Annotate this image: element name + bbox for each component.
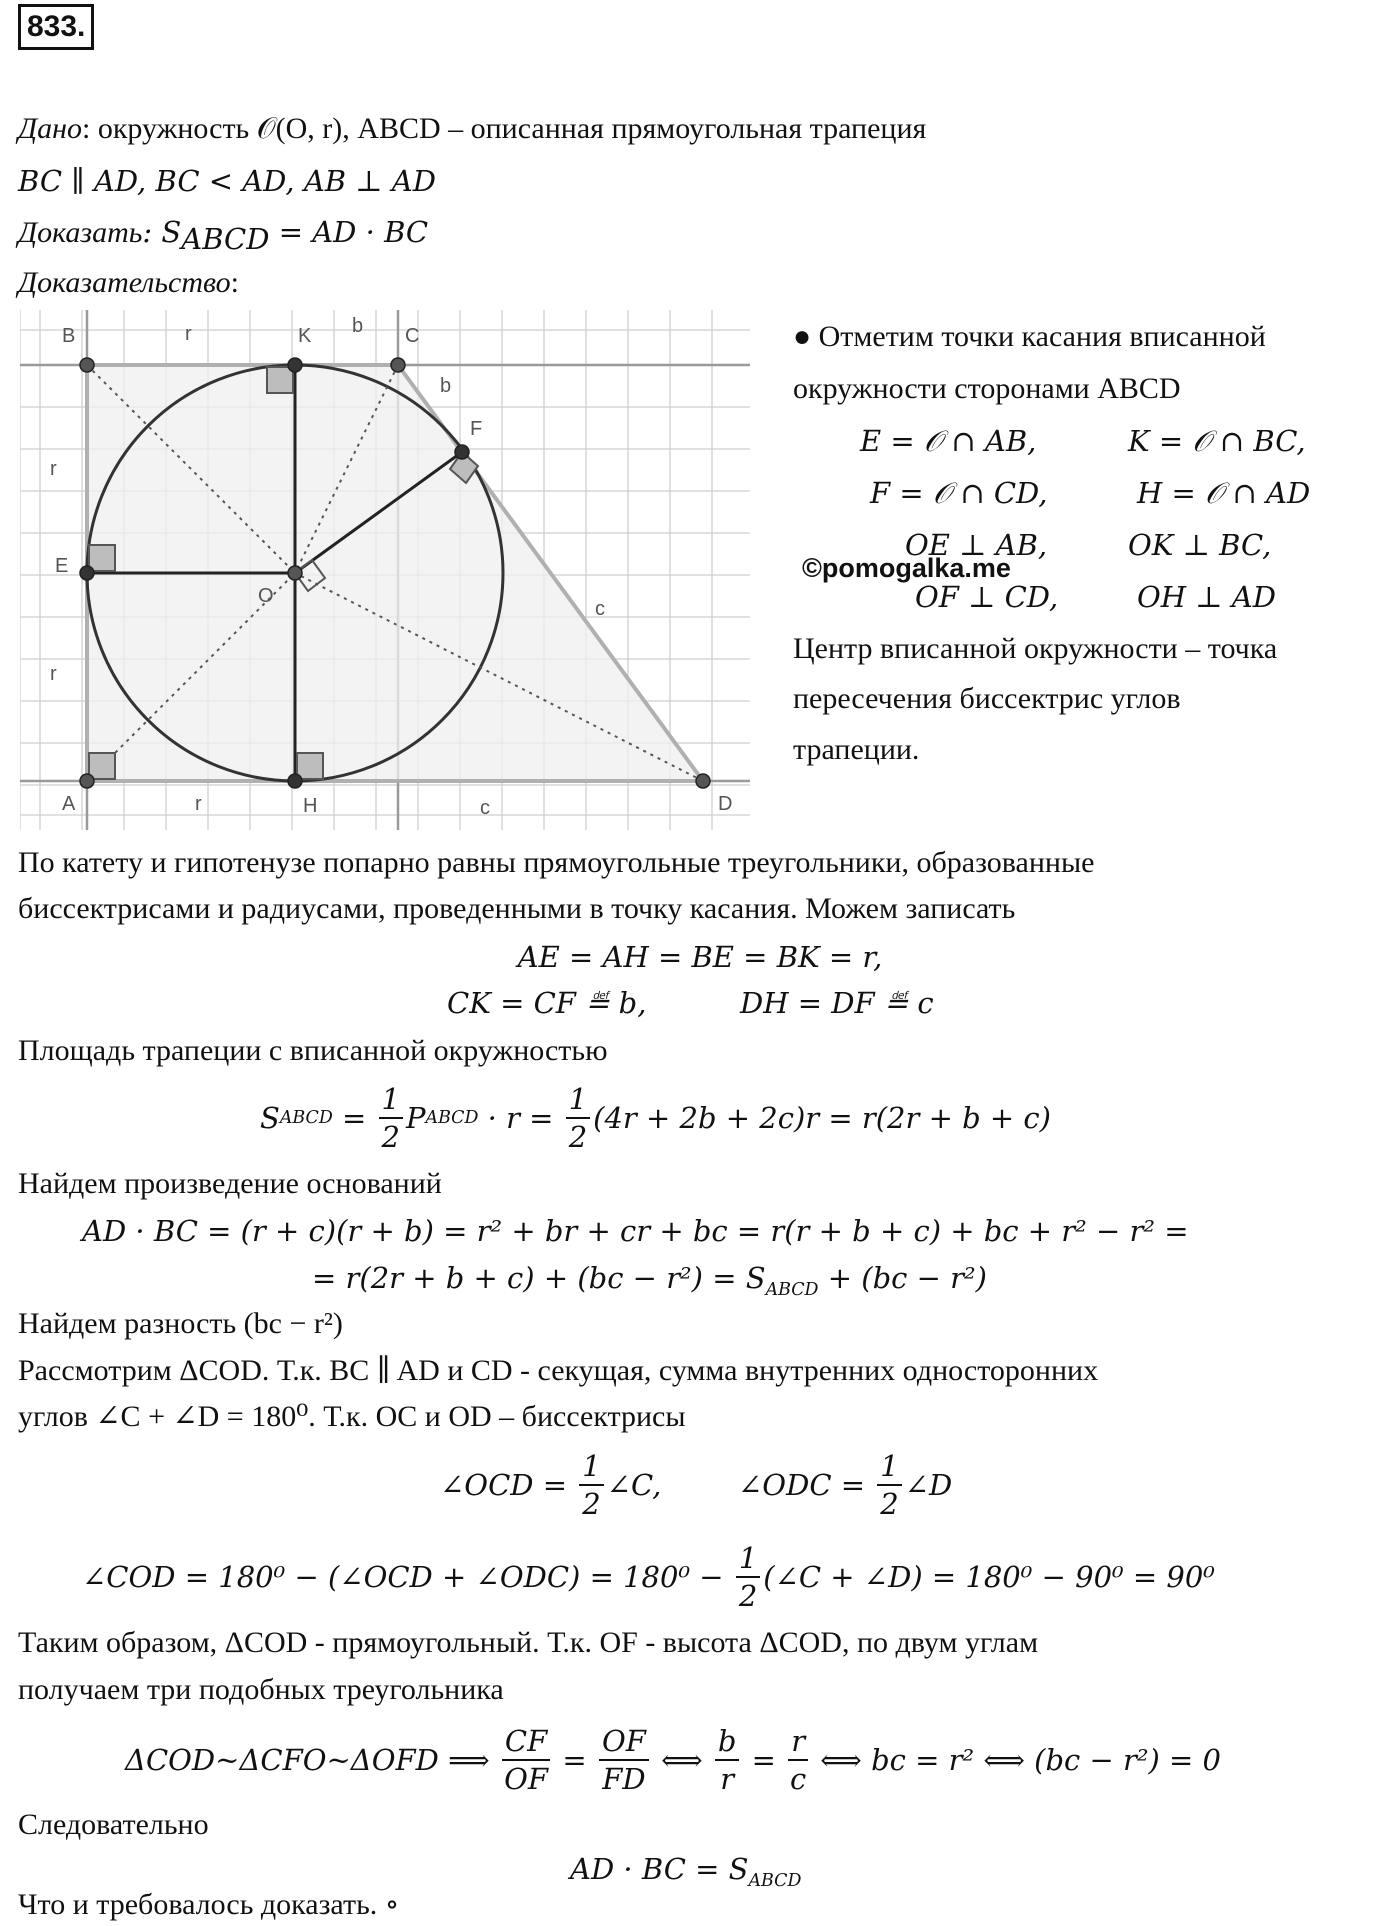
seg-r-be: r [50, 458, 57, 480]
para-6: Рассмотрим ΔCOD. Т.к. BC ∥ AD и CD - секущая, сумма внутренних односторонних [18, 1354, 1099, 1387]
prove-rest: = AD · BC [269, 215, 429, 249]
half-fraction-2: $\frac{1}{2}$ [566, 1081, 590, 1155]
watermark: ©pomogalka.me [802, 553, 1011, 583]
prove-sub: ABCD [181, 222, 270, 256]
label-K: K [298, 325, 312, 347]
rc-eq1a: E = 𝒪 ∩ AB, [860, 424, 1037, 458]
area-sub: ABCD [279, 1108, 333, 1128]
eq-product-1: AD · BC = (r + c)(r + b) = r² + br + cr + bc = r(r + b + c) + bc + r² − r² = [82, 1214, 1189, 1248]
eq-angle-cod: ∠COD = 180⁰ − (∠OCD + ∠ODC) = 180⁰ − $\frac{1}{2}$ (∠C + ∠D) = 180⁰ − 90⁰ = 90⁰ [82, 1541, 1215, 1613]
eq-tangents: AE = AH = BE = BK = r, [517, 940, 883, 974]
para-3: Площадь трапеции с вписанной окружностью [18, 1034, 608, 1067]
eq-c: DH = DF ≝ c [740, 986, 934, 1020]
seg-c-hd: c [480, 797, 490, 819]
rc-line2: окружности сторонами ABCD [793, 372, 1181, 405]
eq-area [260, 1070, 1051, 1166]
eq-b: CK = CF ≝ b, [447, 986, 647, 1020]
rc-line5: трапеции. [793, 733, 920, 766]
given-label: Дано [18, 112, 82, 145]
rc-eq1b: K = 𝒪 ∩ BC, [1128, 424, 1306, 458]
area-rest: (4r + 2b + 2c)r = r(2r + b + c) [593, 1101, 1051, 1135]
eq-similarity: ΔCOD~ΔCFO~ΔOFD ⟹ $\frac{CF}{OF}$ = $\frac{OF}{FD}$ ⟺ $\frac{b}{r}$ = $\frac{r}{c}$ ⟺ bc = r² ⟺ (bc − r²) = 0 [125, 1724, 1221, 1796]
rc-eq2b: H = 𝒪 ∩ AD [1137, 476, 1311, 510]
rc-eq3a: OE ⊥ AB, [905, 528, 1048, 562]
para-8: Таким образом, ΔCOD - прямоугольный. Т.к. OF - высота ΔCOD, по двум углам [18, 1626, 1039, 1659]
trapezoid-figure [20, 310, 750, 830]
seg-b-cf: b [440, 375, 452, 397]
seg-r-ea: r [50, 663, 57, 685]
prove-text: : S [142, 215, 182, 249]
label-H: H [303, 795, 318, 817]
proof-label: Доказательство [18, 266, 231, 299]
rc-eq4b: OH ⊥ AD [1137, 580, 1276, 614]
para-5: Найдем разность (bc − r²) [18, 1307, 343, 1340]
proof-label-line [18, 264, 239, 302]
area-p: P [406, 1101, 426, 1135]
rc-line1: ● Отметим точки касания вписанной [793, 320, 1266, 353]
area-eq: = [332, 1101, 376, 1135]
proof-colon: : [230, 266, 239, 299]
seg-c-fd: c [595, 598, 605, 620]
area-p-sub: ABCD [425, 1108, 479, 1128]
label-A: A [62, 793, 76, 815]
eq-angle-ocd: ∠OCD = $\frac{1}{2}$ ∠C, [440, 1449, 662, 1521]
rc-eq2a: F = 𝒪 ∩ CD, [870, 476, 1048, 510]
label-D: D [718, 793, 733, 815]
seg-r-ah: r [195, 793, 202, 815]
problem-number: 833. [18, 4, 94, 50]
label-F: F [470, 418, 483, 440]
eq-product-2: = $r(2r + b + c) + (bc - r^2) = S_{ABCD} + (bc - r^2)$ [312, 1261, 987, 1300]
given-line-2: BC ∥ AD, BC < AD, AB ⊥ AD [18, 164, 436, 198]
half-fraction: $\frac{1}{2}$ [379, 1081, 403, 1155]
label-C: C [405, 325, 420, 347]
rc-line4: пересечения биссектрис углов [793, 682, 1181, 715]
para-11: Что и требовалось доказать. ∘ [18, 1888, 400, 1921]
label-E: E [55, 555, 69, 577]
area-s: S [260, 1101, 280, 1135]
prove-line [18, 213, 428, 258]
rc-line3: Центр вписанной окружности – точка [793, 632, 1278, 665]
given-text: : окружность 𝒪(O, r), ABCD – описанная прямоугольная трапеция [81, 112, 927, 145]
label-B: B [62, 325, 76, 347]
para-9: получаем три подобных треугольника [18, 1673, 504, 1706]
para-1: По катету и гипотенузе попарно равны прямоугольные треугольники, образованные [18, 846, 1095, 879]
prove-label: Доказать [18, 216, 143, 249]
rc-eq3b: OK ⊥ BC, [1128, 528, 1272, 562]
label-O: O [258, 585, 274, 607]
rc-eq4a: OF ⊥ CD, [915, 580, 1059, 614]
given-line [18, 110, 926, 148]
para-10: Следовательно [18, 1808, 209, 1841]
seg-r-bk: r [185, 323, 192, 345]
para-7: углов ∠C + ∠D = 180⁰. Т.к. OC и OD – биссектрисы [18, 1400, 686, 1433]
area-mid: · r = [478, 1101, 563, 1135]
para-2: биссектрисами и радиусами, проведенными в точку касания. Можем записать [18, 892, 1016, 925]
seg-b-kc: b [352, 315, 364, 337]
eq-final: AD · BC = $S_{ABCD}$ [570, 1852, 802, 1891]
eq-angle-odc: ∠ODC = $\frac{1}{2}$ ∠D [738, 1449, 953, 1521]
para-4: Найдем произведение оснований [18, 1167, 442, 1200]
